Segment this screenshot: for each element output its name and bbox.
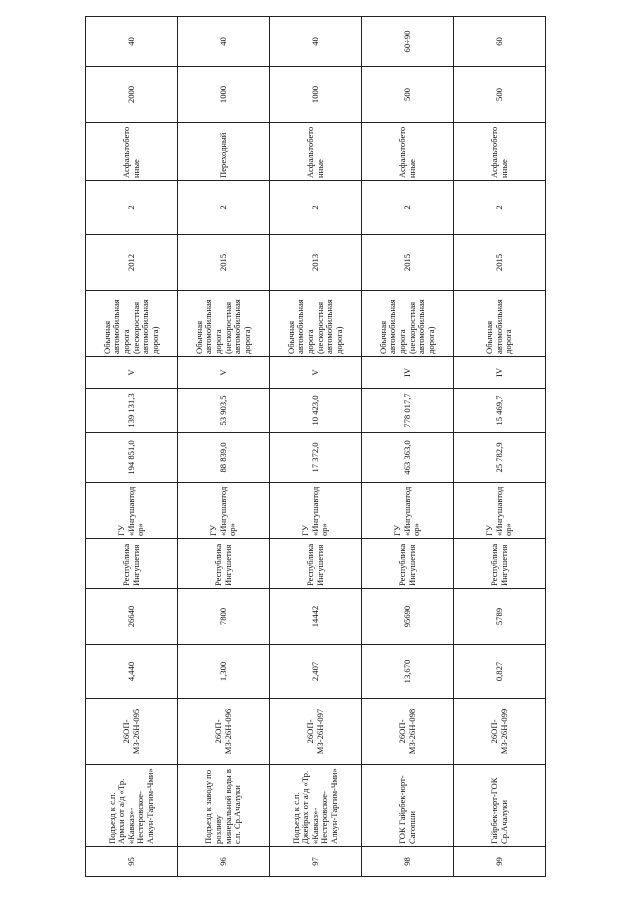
road-category-cell: V (178, 357, 270, 389)
design-speed-cell: 40 (270, 17, 362, 67)
surface-type-cell: Переходный (178, 123, 270, 181)
year-cell: 2015 (362, 235, 454, 291)
table-row (454, 17, 546, 877)
road-type-cell: Обычная автомобильная дорога (нескоростная автомобильная дорога) (86, 291, 178, 357)
road-length-cell: 2,407 (270, 645, 362, 699)
design-speed-cell: 40 (178, 17, 270, 67)
road-category-cell: IV (454, 357, 546, 389)
road-organization-cell: ГУ «Ингушавтодор» (454, 483, 546, 539)
road-owner-cell: Республика Ингушетия (270, 539, 362, 589)
road-length-cell: 1,300 (178, 645, 270, 699)
surface-type-cell: Асфальтобетонные (362, 123, 454, 181)
row-number-cell: 97 (270, 847, 362, 877)
road-code-cell: 26ОП-МЗ-26Н-097 (270, 699, 362, 765)
row-number-cell: 99 (454, 847, 546, 877)
surface-type-cell: Асфальтобетонные (86, 123, 178, 181)
year-cell: 2015 (178, 235, 270, 291)
road-value-cell: 5789 (454, 589, 546, 645)
road-name-cell: Гайрбек-юрт-ГОК Ср.Ачалуки (454, 765, 546, 847)
road-type-cell: Обычная автомобильная дорога (нескоростная автомобильная дорога) (270, 291, 362, 357)
row-number-cell: 95 (86, 847, 178, 877)
balance-cost-cell: 17 372,0 (270, 433, 362, 483)
roads-table (85, 16, 546, 877)
lanes-count-cell: 2 (178, 181, 270, 235)
balance-cost-cell: 463 363,0 (362, 433, 454, 483)
residual-cost-cell: 139 131,3 (86, 389, 178, 433)
traffic-intensity-cell: 1000 (178, 67, 270, 123)
row-number-cell: 96 (178, 847, 270, 877)
year-cell: 2012 (86, 235, 178, 291)
lanes-count-cell: 2 (270, 181, 362, 235)
balance-cost-cell: 88 839,0 (178, 433, 270, 483)
table-row (270, 17, 362, 877)
traffic-intensity-cell: 1000 (270, 67, 362, 123)
lanes-count-cell: 2 (362, 181, 454, 235)
road-category-cell: V (86, 357, 178, 389)
rotated-table-wrapper (85, 17, 545, 877)
road-code-cell: 26ОП-МЗ-26Н-096 (178, 699, 270, 765)
road-organization-cell: ГУ «Ингушавтодор» (178, 483, 270, 539)
road-length-cell: 13,670 (362, 645, 454, 699)
road-owner-cell: Республика Ингушетия (178, 539, 270, 589)
road-owner-cell: Республика Ингушетия (454, 539, 546, 589)
design-speed-cell: 60 (454, 17, 546, 67)
road-name-cell: Подъезд к заводу по розливу минеральной воды в с.п. Ср.Ачалуки (178, 765, 270, 847)
road-owner-cell: Республика Ингушетия (362, 539, 454, 589)
surface-type-cell: Асфальтобетонные (270, 123, 362, 181)
traffic-intensity-cell: 500 (362, 67, 454, 123)
residual-cost-cell: 15 469,7 (454, 389, 546, 433)
road-code-cell: 26ОП-МЗ-26Н-099 (454, 699, 546, 765)
road-name-cell: ГОК Гайрбек-юрт-Сагопши (362, 765, 454, 847)
road-value-cell: 95690 (362, 589, 454, 645)
table-row (178, 17, 270, 877)
road-value-cell: 7800 (178, 589, 270, 645)
table-body (86, 17, 546, 877)
balance-cost-cell: 25 782,9 (454, 433, 546, 483)
road-name-cell: Подъезд к с.п. Армхи от а/д «Тр. «Кавказ»-Нестеровское-Алкун-Таргим-Чми» (86, 765, 178, 847)
year-cell: 2013 (270, 235, 362, 291)
road-organization-cell: ГУ «Ингушавтодор» (270, 483, 362, 539)
road-value-cell: 26640 (86, 589, 178, 645)
road-value-cell: 14442 (270, 589, 362, 645)
residual-cost-cell: 53 903,5 (178, 389, 270, 433)
surface-type-cell: Асфальтобетонные (454, 123, 546, 181)
residual-cost-cell: 10 423,0 (270, 389, 362, 433)
road-category-cell: IV (362, 357, 454, 389)
road-code-cell: 26ОП-МЗ-26Н-095 (86, 699, 178, 765)
road-type-cell: Обычная автомобильная дорога (454, 291, 546, 357)
road-organization-cell: ГУ «Ингушавтодор» (362, 483, 454, 539)
lanes-count-cell: 2 (454, 181, 546, 235)
road-code-cell: 26ОП-МЗ-26Н-098 (362, 699, 454, 765)
road-name-cell: Подъезд к с.п. Джейрах от а/д «Тр. «Кавказ»-Нестеровское-Алкун-Таргим-Чми» (270, 765, 362, 847)
road-type-cell: Обычная автомобильная дорога (нескоростная автомобильная дорога) (178, 291, 270, 357)
road-type-cell: Обычная автомобильная дорога (нескоростная автомобильная дорога) (362, 291, 454, 357)
design-speed-cell: 40 (86, 17, 178, 67)
traffic-intensity-cell: 500 (454, 67, 546, 123)
road-length-cell: 0,827 (454, 645, 546, 699)
design-speed-cell: 60÷90 (362, 17, 454, 67)
residual-cost-cell: 778 017,7 (362, 389, 454, 433)
road-length-cell: 4,440 (86, 645, 178, 699)
road-owner-cell: Республика Ингушетия (86, 539, 178, 589)
row-number-cell: 98 (362, 847, 454, 877)
road-category-cell: V (270, 357, 362, 389)
table-row (362, 17, 454, 877)
lanes-count-cell: 2 (86, 181, 178, 235)
balance-cost-cell: 194 851,0 (86, 433, 178, 483)
traffic-intensity-cell: 2000 (86, 67, 178, 123)
year-cell: 2015 (454, 235, 546, 291)
table-row (86, 17, 178, 877)
road-organization-cell: ГУ «Ингушавтодор» (86, 483, 178, 539)
